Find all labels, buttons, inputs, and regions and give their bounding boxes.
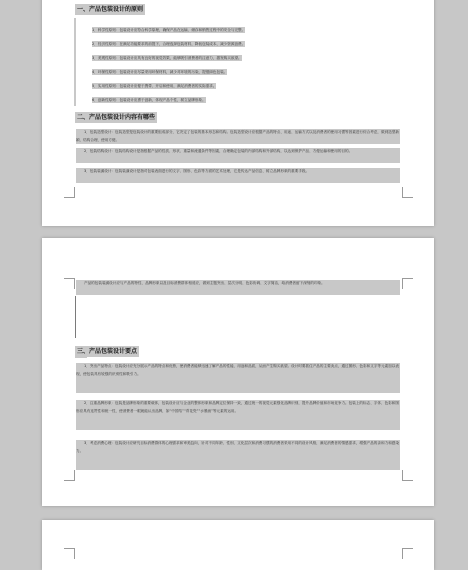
margin-corner-mark	[64, 187, 75, 198]
margin-corner-mark	[64, 548, 75, 559]
margin-corner-mark	[64, 470, 75, 481]
margin-corner-mark	[64, 278, 75, 289]
list-item: 2．经济性原则：在满足功能要求的前提下，合理选择包装材料，降低包装成本，减少资源浪费。	[92, 42, 246, 46]
margin-corner-mark	[402, 278, 413, 289]
document-page-2	[42, 238, 434, 506]
body-paragraph: 3．考虑消费心理：包装设计应研究目标消费群体的心理需求和审美趋向，针对不同年龄、性别、文化层次和消费习惯的消费者采用不同的设计风格，满足消费者的情感需求，增强产品的亲和力和感染力。	[76, 440, 400, 470]
document-page-1	[42, 0, 434, 226]
body-paragraph: 2．包装结构设计：包装结构设计是指根据产品的性质、形状、重量和流通条件等因素，合理确定包装的内部结构和外部结构，以达到保护产品、方便运输和使用的目的。	[76, 148, 400, 163]
body-paragraph: 产品的包装装潢设计应与产品的特性、品牌形象以及目标消费群体相适应，做到主题突出、层次分明、色彩协调、文字简洁，给消费者留下深刻的印象。	[76, 280, 400, 295]
list-item: 5．实用性原则：包装设计应便于携带、开启和使用，满足消费者的实际需求。	[92, 84, 217, 88]
margin-corner-mark	[402, 187, 413, 198]
list-item: 3．美观性原则：包装设计应具有良好的视觉效果，能够吸引消费者的注意力，激发购买欲望。	[92, 56, 242, 60]
list-item: 6．创新性原则：包装设计应勇于创新，体现产品个性，树立品牌形象。	[92, 98, 206, 102]
body-paragraph: 1．包装造型设计：包装造型是包装设计的重要组成部分，它决定了包装的基本形态和结构。包装造型设计应根据产品的特点、用途、运输方式以及消费者的使用习惯等因素进行综合考虑，做到造型新颖、结构合理、使用方便。	[76, 129, 400, 144]
body-paragraph: 1．突出产品特点：包装设计应充分展示产品的特点和优势，使消费者能够迅速了解产品的性能、用途和品质，从而产生购买欲望。设计时要抓住产品的主要卖点，通过图形、色彩和文字等元素加以表现，使包装具有较强的识别性和吸引力。	[76, 363, 400, 393]
margin-corner-mark	[402, 470, 413, 481]
text-cursor	[75, 296, 76, 338]
document-page-3	[42, 520, 434, 570]
section-heading-3: 三、产品包装设计要点	[77, 348, 138, 355]
body-paragraph: 3．包装装潢设计：包装装潢设计是指对包装表面进行的文字、图形、色彩等方面的艺术处理，它是传达产品信息、树立品牌形象的重要手段。	[76, 168, 400, 183]
section-heading-2: 二、产品包装设计内容有哪些	[77, 114, 156, 121]
principles-list	[92, 23, 410, 107]
body-paragraph: 2．注重品牌形象：包装是品牌形象的重要载体，包装设计应与企业的整体形象和品牌定位保持一致，通过统一的视觉元素强化品牌识别，提升品牌价值和市场竞争力。包装上的标志、字体、色彩和图形应具有连贯性和统一性，使消费者一眼就能认出品牌，如“中国结”“青花瓷”“水墨画”等元素的运用。	[76, 400, 400, 430]
list-item: 1．科学性原则：包装设计应符合科学原理，确保产品在运输、储存和销售过程中的安全与完整。	[92, 28, 246, 32]
selection-highlight-margin	[74, 18, 76, 106]
margin-corner-mark	[402, 548, 413, 559]
section-heading-1: 一、产品包装设计的原则	[77, 6, 144, 13]
list-item: 4．环保性原则：包装设计应尽量采用环保材料，减少对环境的污染，提倡绿色包装。	[92, 70, 228, 74]
